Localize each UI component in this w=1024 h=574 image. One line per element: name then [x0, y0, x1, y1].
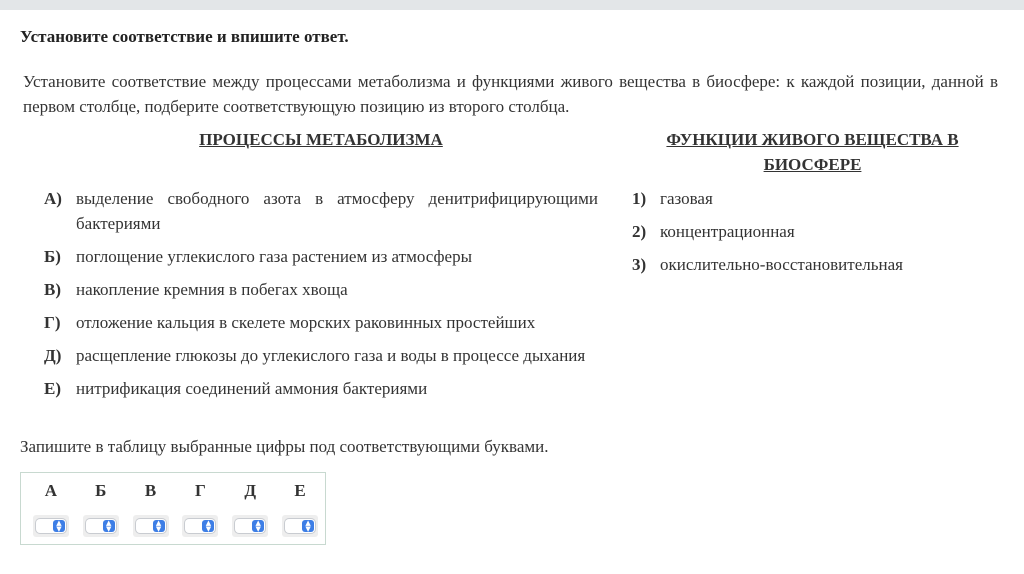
- item-text: нитрификация соединений аммония бактериями: [76, 379, 428, 398]
- answer-select-a[interactable]: [33, 515, 69, 537]
- item-text: окислительно-восстановительная: [660, 255, 903, 274]
- column-header-g: Г: [194, 481, 206, 500]
- item-letter: Е): [44, 379, 61, 398]
- answer-select-g[interactable]: [182, 515, 218, 537]
- process-item-v: [44, 277, 598, 302]
- column-header-v: В: [144, 481, 157, 500]
- item-number: 2): [632, 222, 647, 241]
- item-text: отложение кальция в скелете морских раковинных простейших: [76, 313, 536, 332]
- function-list: [632, 186, 992, 285]
- answer-instruction: Запишите в таблицу выбранные цифры под соответствующими буквами.: [20, 437, 549, 456]
- function-item-2: [632, 219, 992, 244]
- process-item-e: [44, 376, 598, 401]
- process-item-b: [44, 244, 598, 269]
- right-column-title: ФУНКЦИИ ЖИВОГО ВЕЩЕСТВА В БИОСФЕРЕ: [666, 130, 959, 174]
- question-text: Установите соответствие между процессами метаболизма и функциями живого вещества в биосфере: к каждой позиции, данной в первом столбце, подберите соответствующую позицию из второго столбца.: [23, 72, 998, 116]
- updown-arrows-icon: ▲ ▼: [252, 520, 264, 532]
- updown-arrows-icon: ▲ ▼: [53, 520, 65, 532]
- process-item-a: [44, 186, 598, 236]
- item-letter: В): [44, 280, 61, 299]
- process-item-d: [44, 343, 598, 368]
- updown-arrows-icon: ▲ ▼: [202, 520, 214, 532]
- answer-select-e[interactable]: [282, 515, 318, 537]
- process-item-g: [44, 310, 598, 335]
- answer-selects-row: [21, 509, 325, 543]
- updown-arrows-icon: ▲ ▼: [153, 520, 165, 532]
- process-list: [44, 186, 598, 409]
- column-header-b: Б: [95, 481, 107, 500]
- column-header-e: Е: [294, 481, 306, 500]
- answer-select-v[interactable]: [133, 515, 169, 537]
- updown-arrows-icon: ▲ ▼: [302, 520, 314, 532]
- item-number: 3): [632, 255, 647, 274]
- task-heading: Установите соответствие и впишите ответ.: [20, 27, 349, 46]
- answer-select-d[interactable]: [232, 515, 268, 537]
- function-item-1: [632, 186, 992, 211]
- item-text: накопление кремния в побегах хвоща: [76, 280, 348, 299]
- item-letter: Б): [44, 247, 61, 266]
- function-item-3: [632, 252, 992, 277]
- item-letter: А): [44, 189, 62, 208]
- item-text: газовая: [660, 189, 713, 208]
- left-column-title: ПРОЦЕССЫ МЕТАБОЛИЗМА: [199, 130, 443, 149]
- item-number: 1): [632, 189, 647, 208]
- item-text: поглощение углекислого газа растением из атмосферы: [76, 247, 472, 266]
- column-header-a: А: [44, 481, 58, 500]
- answer-select-b[interactable]: [83, 515, 119, 537]
- item-text: выделение свободного азота в атмосферу денитрифицирующими бактериями: [76, 189, 598, 233]
- item-text: концентрационная: [660, 222, 795, 241]
- top-bar: [0, 0, 1024, 10]
- item-letter: Д): [44, 346, 62, 365]
- answer-table: [20, 472, 326, 545]
- updown-arrows-icon: ▲ ▼: [103, 520, 115, 532]
- column-header-d: Д: [244, 481, 257, 500]
- item-letter: Г): [44, 313, 61, 332]
- item-text: расщепление глюкозы до углекислого газа и воды в процессе дыхания: [76, 346, 586, 365]
- answer-table-header: [21, 473, 325, 509]
